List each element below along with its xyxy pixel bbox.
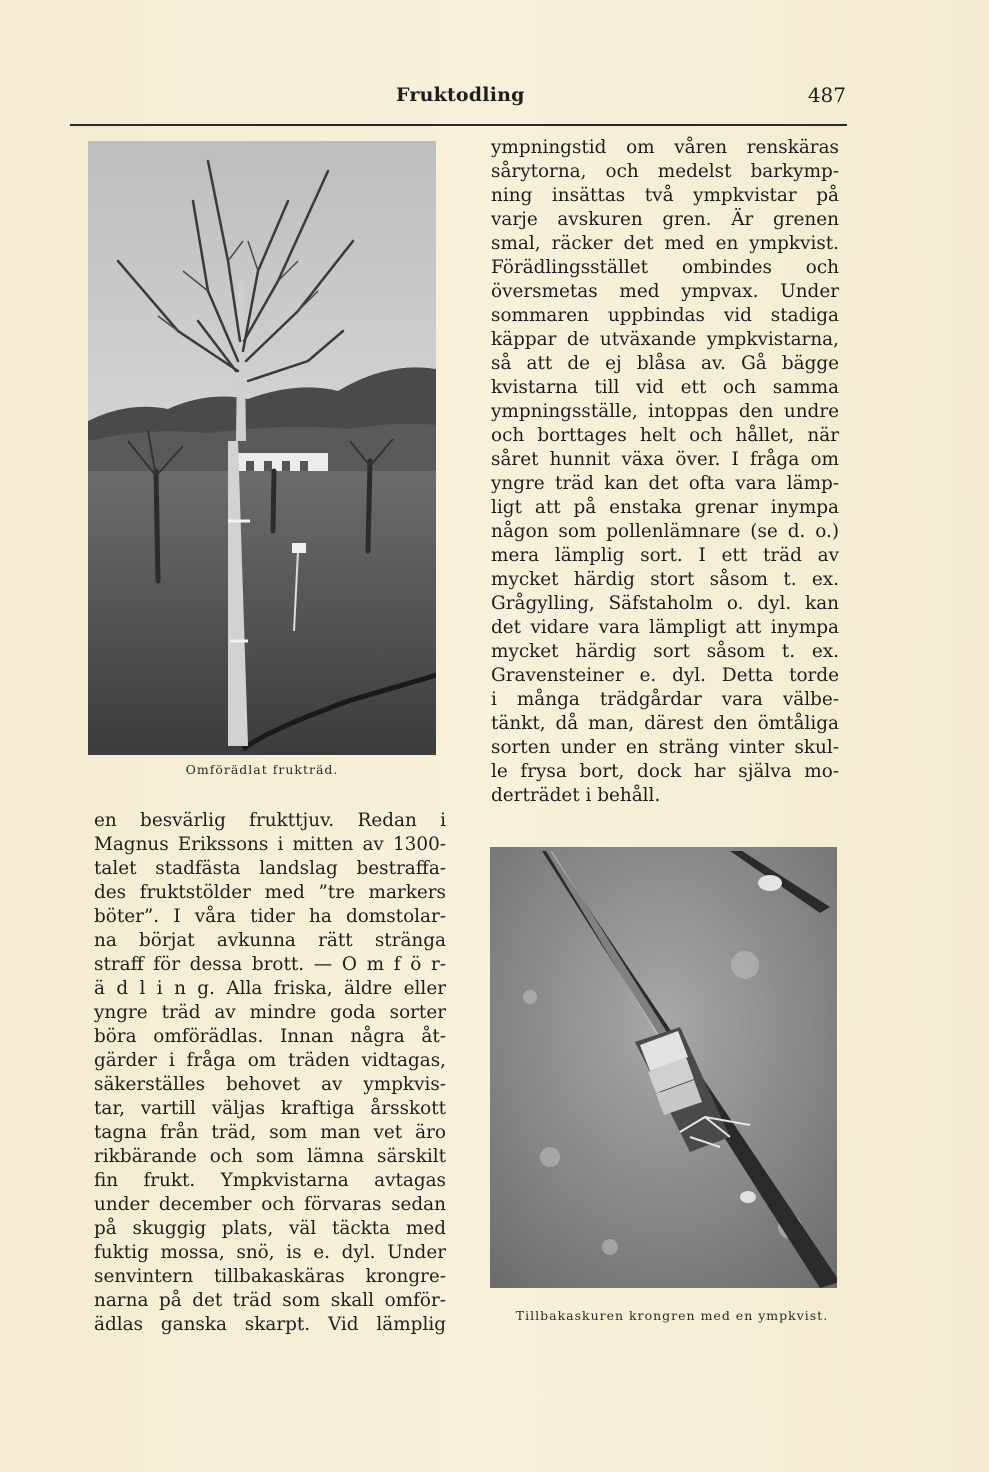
text-line: smal, räcker det med en ympkvist. (491, 233, 839, 254)
text-line: sommaren uppbindas vid stadiga (491, 305, 839, 326)
text-line: säkerställes behovet av ympkvis- (94, 1074, 446, 1095)
text-line: ympningstid om våren renskäras (491, 137, 839, 158)
text-line: mycket härdig stort såsom t. ex. (491, 569, 839, 590)
header-rule (70, 124, 847, 126)
branch-photo-illustration (490, 847, 837, 1288)
branch-photo (490, 847, 837, 1288)
text-line: yngre träd av mindre goda sorter (94, 1002, 446, 1023)
page-number: 487 (807, 83, 846, 107)
text-line: Magnus Erikssons i mitten av 1300- (94, 834, 446, 855)
text-line: ning insättas två ympkvistar på (491, 185, 839, 206)
text-line: des fruktstölder med ”tre markers (94, 882, 446, 903)
right-column-text (491, 136, 839, 808)
text-line: na börjat avkunna rätt stränga (94, 930, 446, 951)
text-line: böter”. I våra tider ha domstolar- (94, 906, 446, 927)
branch-photo-caption: Tillbakaskuren krongren med en ympkvist. (515, 1308, 829, 1323)
text-line: senvintern tillbakaskäras krongre- (94, 1266, 446, 1287)
text-line: talet stadfästa landslag bestraffa- (94, 858, 446, 879)
text-line: Grågylling, Säfstaholm o. dyl. kan (491, 593, 839, 614)
text-line: le frysa bort, dock har själva mo- (491, 761, 839, 782)
text-line: så att de ej blåsa av. Gå bägge (491, 353, 839, 374)
text-line: käppar de utväxande ympkvistarna, (491, 329, 839, 350)
text-line: ä d l i n g. Alla friska, äldre eller (94, 978, 446, 999)
text-line: ädlas ganska skarpt. Vid lämplig (94, 1314, 446, 1335)
text-line: ligt att på enstaka grenar inympa (491, 497, 839, 518)
text-line: sorten under en sträng vinter skul- (491, 737, 839, 758)
tree-photo (88, 141, 436, 755)
text-line: böra omförädlas. Innan några åt- (94, 1026, 446, 1047)
text-line: fuktig mossa, snö, is e. dyl. Under (94, 1242, 446, 1263)
running-header-title: Fruktodling (396, 84, 525, 106)
text-line: översmetas med ympvax. Under (491, 281, 839, 302)
text-line: såret hunnit växa över. I fråga om (491, 449, 839, 470)
text-line: ympningsställe, intoppas den undre (491, 401, 839, 422)
text-line: i många trädgårdar vara välbe- (491, 689, 839, 710)
text-line: Förädlingsstället ombindes och (491, 257, 839, 278)
text-line: någon som pollenlämnare (se d. o.) (491, 521, 839, 542)
text-line: sårytorna, och medelst barkymp- (491, 161, 839, 182)
tree-photo-caption: Omförädlat frukträd. (185, 762, 339, 777)
text-line: en besvärlig frukttjuv. Redan i (94, 810, 446, 831)
tree-photo-illustration (88, 141, 436, 755)
text-line: under december och förvaras sedan (94, 1194, 446, 1215)
text-line: derträdet i behåll. (491, 785, 661, 806)
text-line: narna på det träd som skall omför- (94, 1290, 446, 1311)
text-line: gärder i fråga om träden vidtagas, (94, 1050, 446, 1071)
text-line: Gravensteiner e. dyl. Detta torde (491, 665, 839, 686)
text-line: fin frukt. Ympkvistarna avtagas (94, 1170, 446, 1191)
text-line: det vidare vara lämpligt att inympa (491, 617, 839, 638)
text-line: tänkt, då man, därest den ömtåliga (491, 713, 839, 734)
text-line: straff för dessa brott. — O m f ö r- (94, 954, 446, 975)
text-line: mera lämplig sort. I ett träd av (491, 545, 839, 566)
text-line: varje avskuren gren. Är grenen (491, 209, 839, 230)
text-line: yngre träd kan det ofta vara lämp- (491, 473, 839, 494)
text-line: på skuggig plats, väl täckta med (94, 1218, 446, 1239)
text-line: rikbärande och som lämna särskilt (94, 1146, 446, 1167)
left-column-text (94, 809, 446, 1337)
text-line: tar, vartill väljas kraftiga årsskott (94, 1098, 446, 1119)
text-line: tagna från träd, som man vet äro (94, 1122, 446, 1143)
text-line: och borttages helt och hållet, när (491, 425, 839, 446)
text-line: kvistarna till vid ett och samma (491, 377, 839, 398)
text-line: mycket härdig sort såsom t. ex. (491, 641, 839, 662)
